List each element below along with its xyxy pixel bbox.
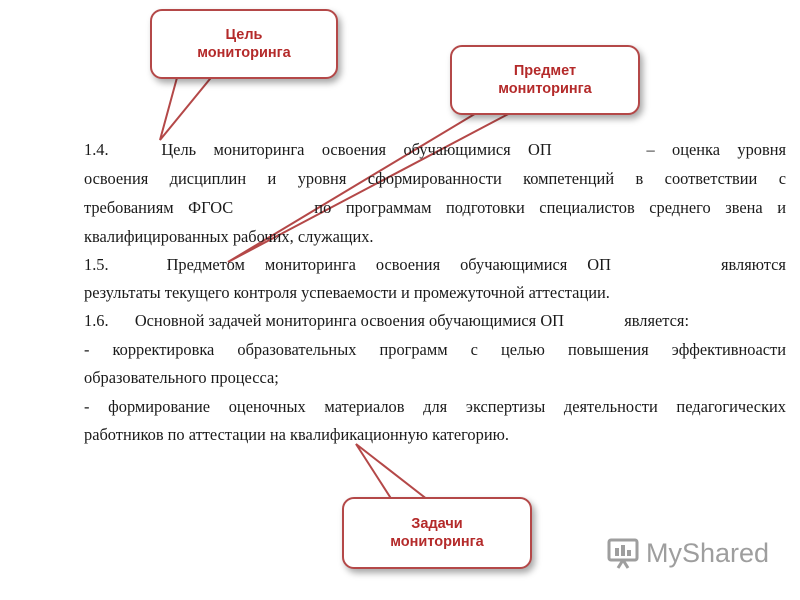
p14-line3-b: по программам подготовки специалистов среднего звена и: [314, 198, 786, 217]
tasks-callout-line1: Задачи: [411, 516, 463, 532]
p15-text-a: Предметом мониторинга освоения обучающимися ОП: [166, 255, 611, 274]
subject-callout: [450, 45, 640, 115]
p14-line2: освоения дисциплин и уровня сформированности компетенций в соответствии с: [84, 169, 786, 188]
goal-callout-pointer: [160, 74, 214, 140]
p14-number: 1.4.: [84, 140, 109, 159]
p15-line2: результаты текущего контроля успеваемости и промежуточной аттестации.: [84, 283, 610, 302]
tasks-callout-pointer: [356, 444, 428, 500]
myshared-watermark: [606, 536, 769, 570]
bullet1-line2: образовательного процесса;: [84, 368, 279, 387]
p16-text-a: Основной задачей мониторинга освоения обучающимися ОП: [134, 311, 564, 330]
p14-line4: квалифицированных рабочих, служащих.: [84, 227, 374, 246]
bullet2-line2: работников по аттестации на квалификационную категорию.: [84, 425, 509, 444]
p14-line3-a: требованиям ФГОС: [84, 198, 234, 217]
p16-number: 1.6.: [84, 311, 109, 330]
p14-text-a: Цель мониторинга освоения обучающимися ОП: [161, 140, 552, 159]
bullet2-line1: - формирование оценочных материалов для экспертизы деятельности педагогических: [84, 397, 786, 416]
p16-text-b: является:: [624, 311, 690, 330]
myshared-logo-icon: [606, 536, 640, 570]
p14-line3: [84, 198, 786, 218]
goal-callout: [150, 9, 338, 79]
p15-line1: [84, 255, 786, 275]
myshared-logo-text: MyShared: [646, 537, 770, 568]
goal-callout-line2: мониторинга: [197, 45, 291, 61]
p14-line1: [84, 140, 786, 160]
tasks-callout: [342, 497, 532, 569]
p15-text-b: являются: [720, 255, 786, 274]
bullet1-line1: - корректировка образовательных программ с целью повышения эффективноасти: [84, 340, 786, 359]
tasks-callout-line2: мониторинга: [390, 534, 484, 550]
p16-line1: [84, 311, 786, 331]
goal-callout-line1: Цель: [225, 27, 263, 43]
p14-text-b: – оценка уровня: [646, 140, 787, 159]
p15-number: 1.5.: [84, 255, 109, 274]
subject-callout-line1: Предмет: [513, 63, 577, 79]
subject-callout-line2: мониторинга: [498, 81, 592, 97]
